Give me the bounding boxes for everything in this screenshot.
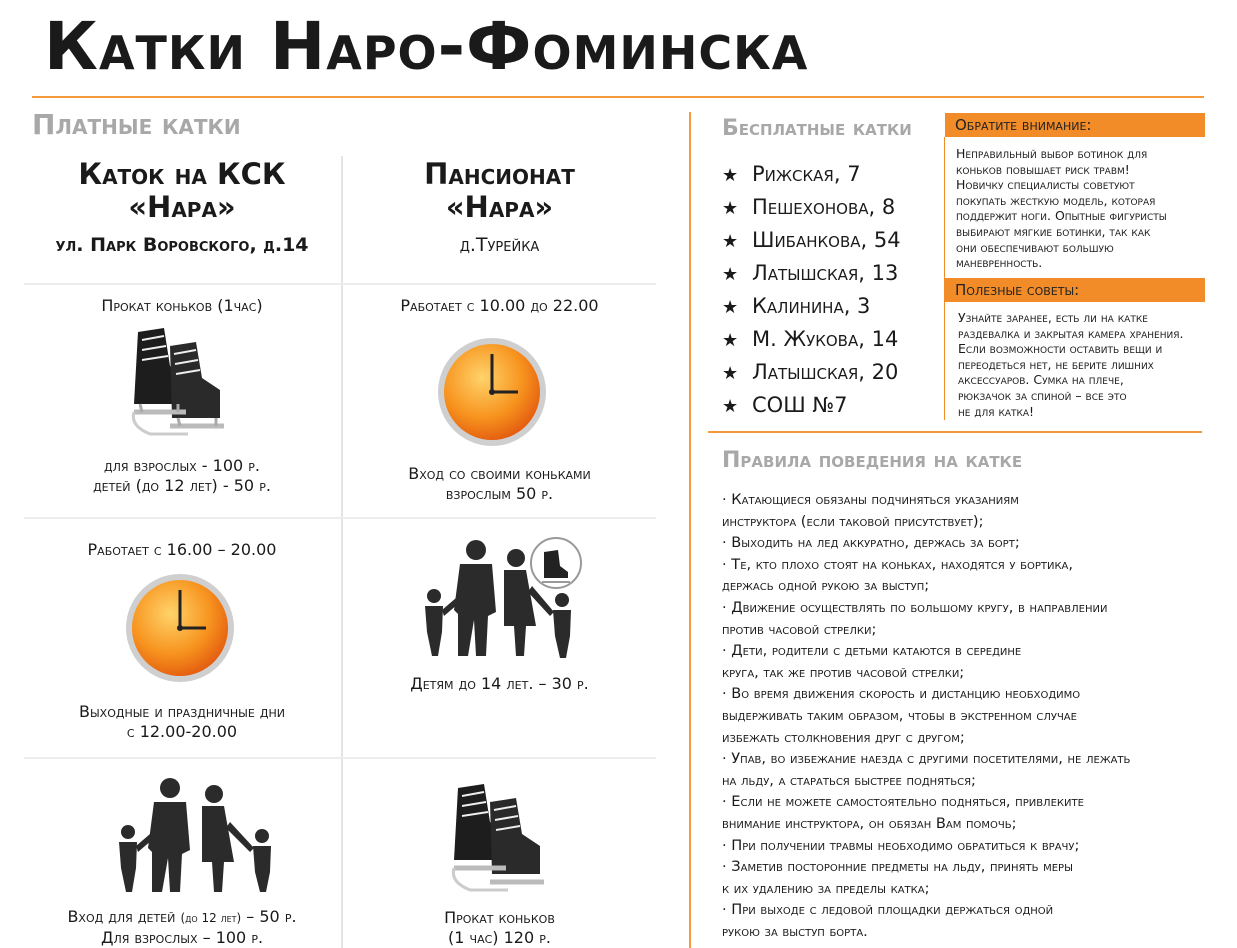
venue1-weekend-line2: с 12.00-20.00 [126,722,238,741]
list-item: ★ Латышская, 20 [722,356,901,389]
tips-text: Узнайте заранее, есть ли на катке раздевалка и закрытая камера хранения. Если возможности оставить вещи и переодеться нет, не берите лишних аксессуаров. Сумка на плече, рюкзачок за спиной – все это не для катка! [958,310,1184,419]
venue2-hours: Работает с 10.00 до 22.00 [400,296,599,315]
venue2-name-line2: «Нара» [445,190,554,224]
section-divider [689,112,691,948]
venue1-weekend-line1: Выходные и праздничные дни [78,702,286,721]
star-icon: ★ [722,198,739,219]
list-item: ★ Калинина, 3 [722,290,901,323]
venue1-weekend [24,702,340,742]
venue2-own-skates-line1: Вход со своими коньками [408,464,591,483]
venue1-name-line2: «Нара» [128,190,236,224]
page-title: Катки Наро-Фоминска [44,8,809,85]
venue1-prices [24,456,340,496]
star-icon: ★ [722,165,739,186]
list-item: ★ Рижская, 7 [722,158,901,191]
column-divider [341,156,343,948]
venue2-kids-price: Детям до 14 лет. – 30 р. [410,674,589,693]
title-divider [32,96,1204,98]
row-divider [24,517,656,519]
rules-heading: Правила поведения на катке [722,448,1023,473]
list-item: ★ М. Жукова, 14 [722,323,901,356]
venue2-rental-line1: Прокат коньков [444,908,555,927]
venue2-header [343,158,656,256]
list-item: ★ Шибанкова, 54 [722,224,901,257]
venue2-rental [343,908,656,948]
star-icon: ★ [722,363,739,384]
paid-rinks-heading: Платные катки [32,108,241,141]
venue1-entry-kids: Вход для детей (до 12 лет) – 50 р. [67,907,297,926]
star-icon: ★ [722,330,739,351]
venue1-header [24,158,340,256]
venue2-name-line1: Пансионат [424,157,575,191]
row-divider [24,283,656,285]
clock-icon [124,572,240,688]
star-icon: ★ [722,297,739,318]
rules-divider [708,431,1202,433]
free-rinks-list [722,158,901,422]
star-icon: ★ [722,396,739,417]
venue1-price-kids: детей (до 12 лет) - 50 р. [93,476,271,495]
family-silhouette-icon [106,776,282,894]
clock-icon [436,336,552,452]
venue1-rental-title: Прокат коньков (1час) [101,296,263,315]
venue1-name-line1: Каток на КСК [78,157,286,191]
venue2-own-skates-line2: взрослым 50 р. [445,484,554,503]
rules-text: · Катающиеся обязаны подчиняться указаниям инструктора (если таковой присутствует); · Выходить на лед аккуратно, держась за борт; · Те, кто плохо стоят на коньках, находятся у бортика, держась одной рукою за выступ; · Движение осуществлять по большому кругу, в направлении против часовой стрелки; · Дети, родители с детьми катаются в середине круга, так же против часовой стрелки; · Во время движения скорость и дистанцию необходимо выдерживать таким образом, чтобы в экстренном случае избежать столкновения друг с другом; · Упав, во избежание наезда с другими посетителями, не лежать на льду, а стараться быстрее подняться; · Если не можете самостоятельно подняться, привлеките внимание инструктора, он обязан Вам помочь; · При получении травмы необходимо обратиться к врачу; · Заметив посторонние предметы на льду, принять меры к их удалению за пределы катка; · При выходе с ледовой площадки держаться одной рукою за выступ борта. [722,491,1131,940]
venue1-address: ул. Парк Воровского, д.14 [55,234,309,256]
list-item: ★ Латышская, 13 [722,257,901,290]
venue2-address: д.Турейка [459,234,540,256]
attention-text: Неправильный выбор ботинок для коньков повышает риск травм! Новичку специалисты советуют покупать жесткую модель, которая поддержит ноги. Опытные фигуристы выбирают мягкие ботинки, так как они обеспечивают большую маневренность. [956,146,1167,271]
venue1-entry [24,907,340,948]
venue2-own-skates [343,464,656,504]
venue1-price-adults: для взрослых - 100 р. [104,456,260,475]
row-divider [24,757,656,759]
list-item: ★ Пешехонова, 8 [722,191,901,224]
ice-skates-icon [120,326,232,444]
tips-heading: Полезные советы: [945,278,1205,302]
venue1-entry-adults: Для взрослых – 100 р. [100,928,264,947]
free-rinks-heading: Бесплатные катки [722,116,912,141]
family-silhouette-icon [412,536,588,660]
list-item: ★ СОШ №7 [722,389,901,422]
attention-heading: Обратите внимание: [945,113,1205,137]
star-icon: ★ [722,231,739,252]
venue1-hours: Работает с 16.00 – 20.00 [87,540,277,559]
ice-skates-icon [440,782,552,900]
star-icon: ★ [722,264,739,285]
venue2-rental-line2: (1 час) 120 р. [448,928,551,947]
